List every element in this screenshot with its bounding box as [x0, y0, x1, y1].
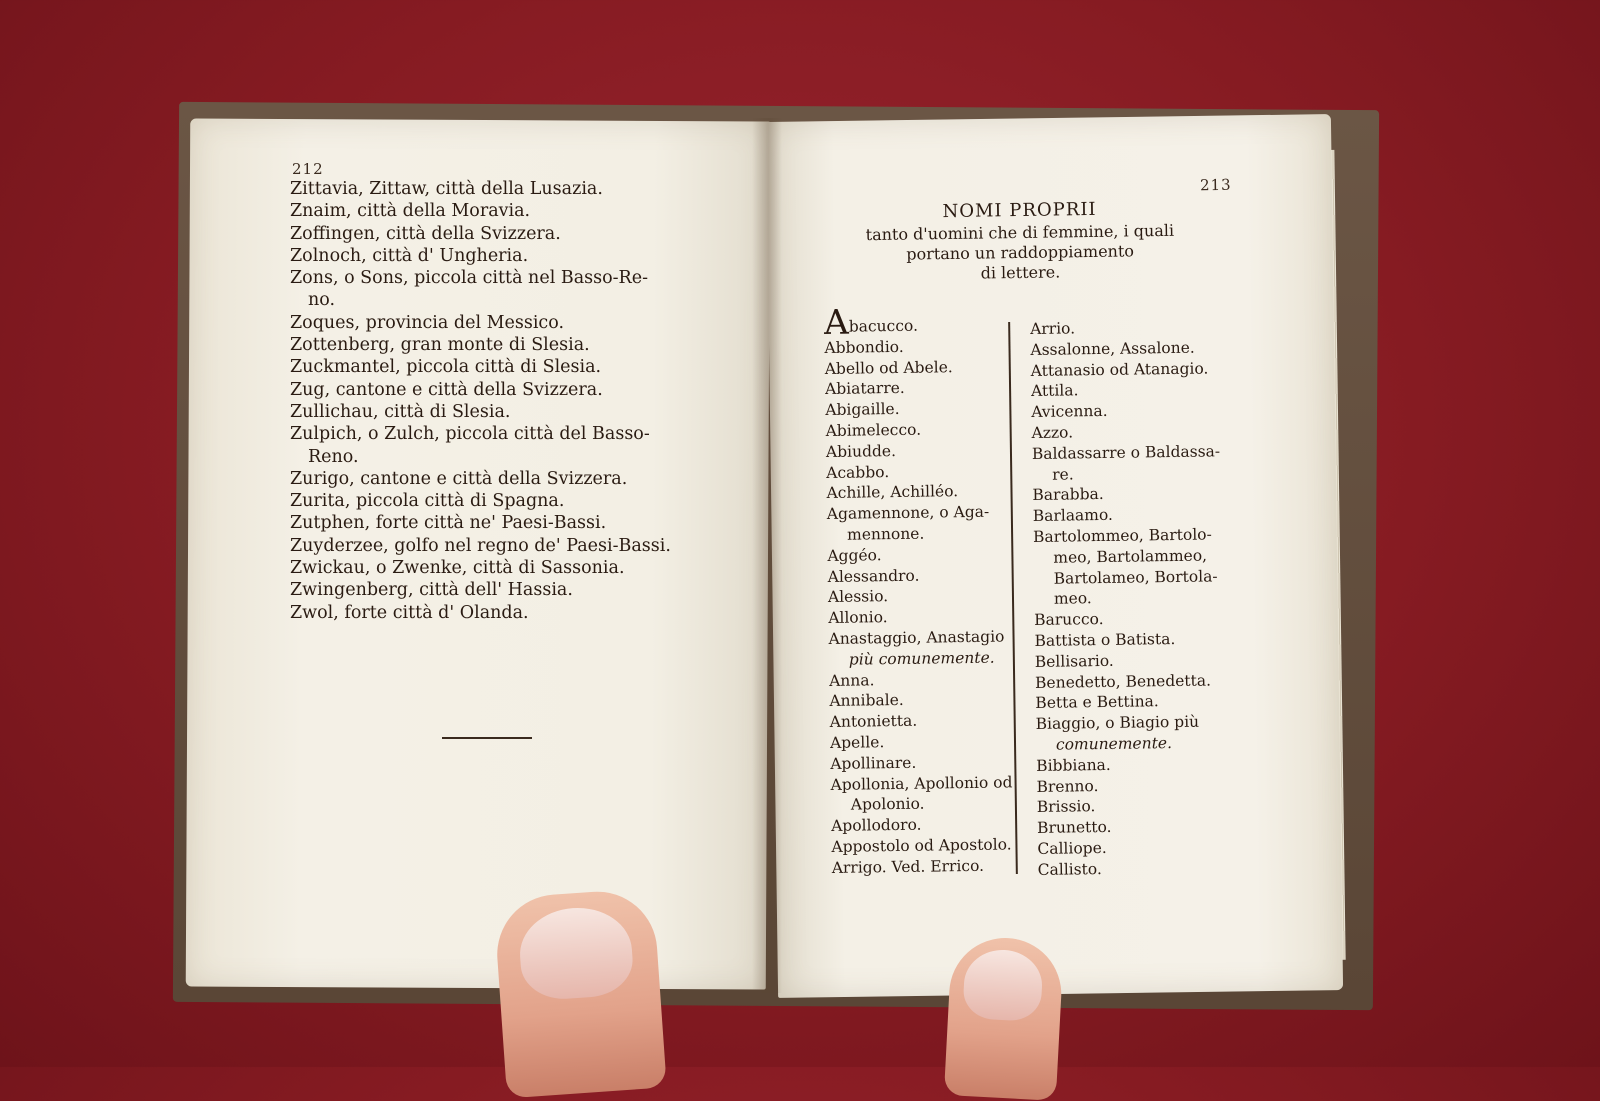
text-line: [1030, 337, 1210, 360]
text-line: [826, 460, 1026, 484]
book-gutter: [752, 118, 782, 993]
text-line-content: Biaggio, o Biagio più: [1035, 712, 1200, 734]
text-line-content: Bellisario.: [1034, 651, 1114, 671]
text-line: [290, 579, 690, 601]
section-heading: [839, 197, 1200, 285]
text-line-content: Arrigo. Ved. Errico.: [831, 856, 985, 877]
text-line: [1038, 857, 1218, 880]
text-line-content: Arrio.: [1030, 319, 1076, 338]
text-line: [1032, 483, 1212, 506]
text-line-content: comunemente.: [1055, 733, 1173, 754]
text-line: [831, 834, 1031, 858]
drop-cap: A: [823, 302, 849, 343]
text-line: [1035, 691, 1215, 714]
text-line: [290, 535, 690, 557]
text-line: [827, 522, 1027, 546]
text-line-content: Alessio.: [827, 587, 889, 607]
text-line-content: Apolonio.: [850, 794, 925, 814]
text-line: [830, 730, 1030, 754]
text-line: [824, 335, 1024, 359]
text-line: [1034, 608, 1214, 631]
text-line: [290, 334, 690, 356]
text-line-content: Barucco.: [1034, 610, 1104, 630]
left-page-text: [290, 178, 690, 624]
text-line-content: bacucco.: [848, 316, 919, 336]
text-line-content: Annibale.: [829, 691, 904, 711]
text-line: [1033, 504, 1213, 527]
text-line: [290, 200, 690, 222]
text-line-content: no.: [308, 290, 336, 311]
text-line: [1036, 712, 1216, 735]
text-line: [290, 512, 690, 534]
text-line-content: Battista o Batista.: [1034, 629, 1176, 650]
text-line-content: Zug, cantone e città della Svizzera.: [290, 379, 603, 400]
text-line: [831, 813, 1031, 837]
text-line-content: Agamennone, o Aga-: [826, 502, 990, 524]
text-line-content: Barlaamo.: [1032, 506, 1114, 526]
text-line-content: Baldassarre o Baldassa-: [1031, 442, 1221, 463]
text-line: [1030, 316, 1210, 339]
text-line: [825, 397, 1025, 421]
text-line: [1035, 670, 1215, 693]
text-line: [290, 223, 690, 245]
text-line: [826, 418, 1026, 442]
text-line-content: Abiudde.: [825, 441, 897, 461]
text-line-content: Reno.: [308, 446, 359, 467]
text-line-content: Zons, o Sons, piccola città nel Basso-Re-: [290, 268, 648, 289]
text-line: [290, 178, 690, 200]
text-line: [290, 267, 690, 289]
text-line-content: Attanasio od Atanagio.: [1030, 359, 1209, 380]
text-line: [825, 377, 1025, 401]
end-rule: [442, 737, 532, 739]
text-line: [827, 501, 1027, 525]
text-line-content: Zolnoch, città d' Ungheria.: [290, 245, 529, 266]
text-line: [290, 490, 690, 512]
text-line: [290, 423, 690, 445]
text-line-content: Acabbo.: [826, 462, 890, 482]
text-line: [290, 602, 690, 624]
text-line-content: Bibbiana.: [1036, 755, 1111, 775]
text-line-content: Abiatarre.: [824, 379, 905, 399]
text-line-content: Abimelecco.: [825, 420, 922, 440]
text-line-content: Anna.: [829, 670, 875, 690]
text-line-content: Benedetto, Benedetta.: [1034, 671, 1212, 692]
text-line: [829, 668, 1029, 692]
text-line-content: Zuckmantel, piccola città di Slesia.: [290, 357, 602, 378]
text-line: [290, 379, 690, 401]
text-line: [290, 468, 690, 490]
text-line: [830, 709, 1030, 733]
text-line-content: Appostolo od Apostolo.: [831, 835, 1012, 856]
text-line-content: meo.: [1053, 589, 1092, 609]
text-line: [829, 647, 1029, 671]
text-line: [1037, 836, 1217, 859]
text-line-content: Apelle.: [829, 733, 885, 752]
heading-line-2: portano un raddoppiamento: [906, 241, 1135, 264]
text-line: [1031, 441, 1221, 464]
text-line-content: Assalonne, Assalone.: [1030, 338, 1195, 359]
text-line-content: Brissio.: [1036, 797, 1096, 817]
text-line: [290, 289, 690, 311]
text-line: [1031, 420, 1211, 443]
text-line-content: mennone.: [846, 524, 925, 544]
text-line-content: Abigaille.: [825, 400, 900, 420]
text-line-content: Zoffingen, città della Svizzera.: [290, 223, 561, 244]
text-line: [290, 245, 690, 267]
right-page-number: 213: [1199, 175, 1232, 195]
text-line: [290, 401, 690, 423]
text-line-content: Zwingenberg, città dell' Hassia.: [290, 580, 573, 601]
text-line-content: Anastaggio, Anastagio: [828, 627, 1005, 648]
text-line-content: Apollinare.: [830, 753, 917, 773]
text-line-content: Antonietta.: [829, 711, 918, 732]
text-line: [1037, 816, 1217, 839]
text-line: [1036, 774, 1216, 797]
names-column-a: [823, 302, 1032, 878]
text-line: [1032, 462, 1212, 485]
text-line-content: Zottenberg, gran monte di Slesia.: [290, 335, 590, 356]
text-line-content: Abbondio.: [824, 337, 904, 357]
text-line-content: Zulpich, o Zulch, piccola città del Basso-: [290, 424, 650, 445]
text-line: [830, 772, 1030, 796]
text-line-content: Zutphen, forte città ne' Paesi-Bassi.: [290, 513, 607, 534]
text-line-content: Zurigo, cantone e città della Svizzera.: [290, 468, 628, 489]
text-line: [826, 481, 1026, 505]
text-line-content: Apollodoro.: [831, 815, 922, 836]
text-line-content: Achille, Achilléo.: [826, 482, 959, 503]
text-line: [828, 585, 1028, 609]
text-line-content: Apollonia, Apollonio od: [830, 772, 1013, 794]
text-line: [290, 312, 690, 334]
text-line: [1035, 649, 1215, 672]
text-line: [1033, 566, 1218, 589]
text-line: [827, 543, 1027, 567]
text-line-content: Barabba.: [1032, 485, 1104, 505]
text-line: [1031, 358, 1211, 381]
text-line-content: Zoques, provincia del Messico.: [290, 312, 565, 333]
text-line-content: più comunemente.: [848, 648, 995, 669]
text-line-content: re.: [1052, 464, 1074, 484]
text-line: [830, 751, 1030, 775]
text-line: [1033, 524, 1213, 547]
text-line-content: Zurita, piccola città di Spagna.: [290, 491, 565, 512]
text-line-content: Abello od Abele.: [824, 357, 953, 378]
text-line: [828, 564, 1028, 588]
text-line: [1031, 400, 1211, 423]
text-line: [825, 356, 1025, 380]
heading-line-3: di lettere.: [980, 262, 1061, 283]
text-line: [828, 626, 1028, 650]
text-line-content: Znaim, città della Moravia.: [290, 201, 531, 222]
heading-line-1: tanto d'uomini che di femmine, i quali: [865, 220, 1175, 245]
text-line: [1036, 753, 1216, 776]
text-line: [828, 605, 1028, 629]
text-line-content: Avicenna.: [1031, 402, 1108, 422]
text-line-content: Bartolommeo, Bartolo-: [1032, 525, 1212, 546]
text-line: [1033, 545, 1213, 568]
text-line: [832, 855, 1032, 879]
text-line: [1036, 732, 1216, 755]
text-line-content: Aggéo.: [827, 545, 882, 565]
text-line: [831, 792, 1031, 816]
text-line: [1034, 587, 1214, 610]
text-line: [823, 302, 1024, 343]
text-line: [290, 557, 690, 579]
text-line: [290, 446, 690, 468]
text-line: [290, 356, 690, 378]
text-line: [826, 439, 1026, 463]
text-line-content: Attila.: [1030, 381, 1079, 401]
text-line-content: Callisto.: [1037, 859, 1102, 879]
text-line-content: Brenno.: [1036, 776, 1099, 796]
text-line: [829, 689, 1029, 713]
text-line-content: Alessandro.: [827, 566, 920, 586]
text-line-content: Zullichau, città di Slesia.: [290, 401, 511, 422]
text-line-content: Zuyderzee, golfo nel regno de' Paesi-Bassi.: [290, 535, 671, 556]
text-line: [1031, 379, 1211, 402]
names-column-b: [1030, 316, 1221, 880]
text-line-content: Zittavia, Zittaw, città della Lusazia.: [290, 179, 603, 199]
text-line: [1034, 628, 1214, 651]
text-line-content: Brunetto.: [1036, 818, 1112, 838]
text-line-content: Azzo.: [1031, 423, 1074, 442]
text-line-content: Allonio.: [828, 608, 888, 628]
text-line-content: Bartolameo, Bortola-: [1053, 566, 1218, 588]
left-page-number: 212: [292, 160, 324, 178]
heading-title: NOMI PROPRII: [942, 198, 1097, 223]
text-line: [1037, 795, 1217, 818]
text-line-content: Zwickau, o Zwenke, città di Sassonia.: [290, 558, 625, 579]
text-line-content: Betta e Bettina.: [1035, 692, 1159, 713]
text-line-content: meo, Bartolammeo,: [1053, 546, 1208, 567]
text-line-content: Calliope.: [1037, 838, 1107, 858]
text-line-content: Zwol, forte città d' Olanda.: [290, 602, 529, 623]
